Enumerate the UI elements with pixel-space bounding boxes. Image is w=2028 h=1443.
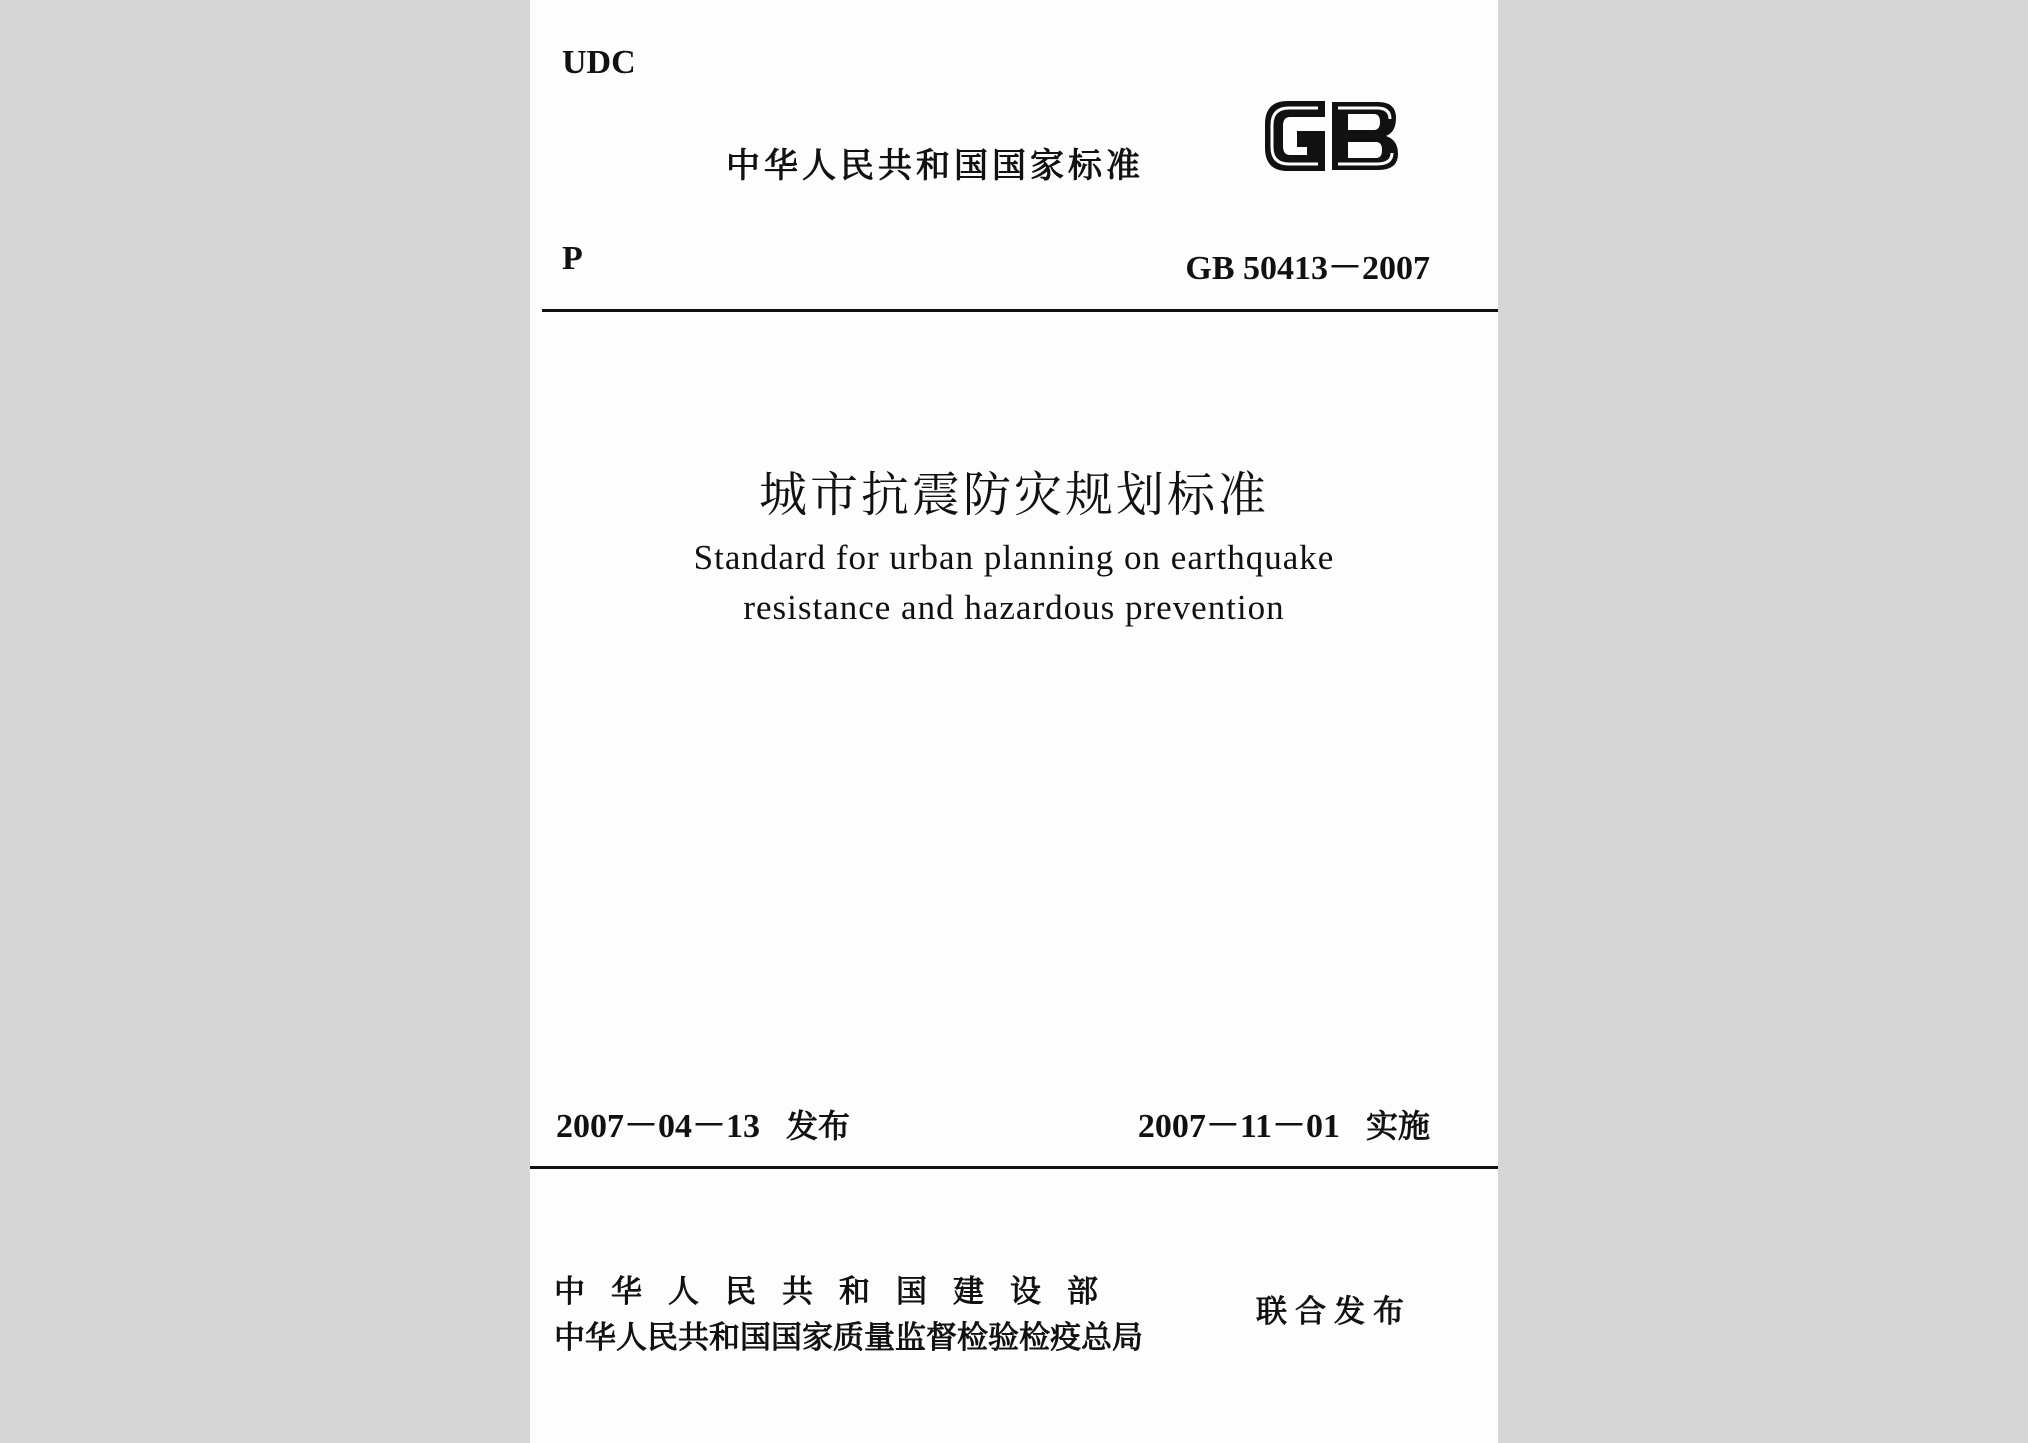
gb-logo-text: GB [1330, 183, 1332, 184]
issuer-aqsiq: 中华人民共和国国家质量监督检验检疫总局 [554, 1320, 1143, 1356]
implement-date: 2007－11－01 [1137, 1108, 1340, 1145]
title-english-line-2: resistance and hazardous prevention [743, 588, 1285, 627]
udc-label: UDC [562, 44, 636, 81]
issue-label: 发布 [786, 1107, 851, 1145]
national-standard-heading: 中华人民共和国国家标准 [726, 146, 1144, 186]
joint-issue-label: 联合发布 [1256, 1294, 1412, 1330]
issue-date: 2007－04－13 [556, 1108, 760, 1145]
title-english-line-1: Standard for urban planning on earthquake [693, 538, 1335, 577]
bottom-divider [530, 1166, 1498, 1169]
classification-code: P [562, 240, 583, 277]
standard-number: GB 50413－2007 [1185, 250, 1430, 287]
top-divider [542, 309, 1498, 312]
issue-date-block [556, 1098, 850, 1147]
title-chinese: 城市抗震防灾规划标准 [758, 467, 1269, 523]
issuer-ministry-of-construction: 中华人民共和国建设部 [554, 1274, 1124, 1310]
implement-date-block [1138, 1098, 1430, 1147]
gb-logo [1258, 88, 1404, 184]
standard-cover-page [530, 0, 1498, 1443]
implement-label: 实施 [1365, 1107, 1430, 1145]
